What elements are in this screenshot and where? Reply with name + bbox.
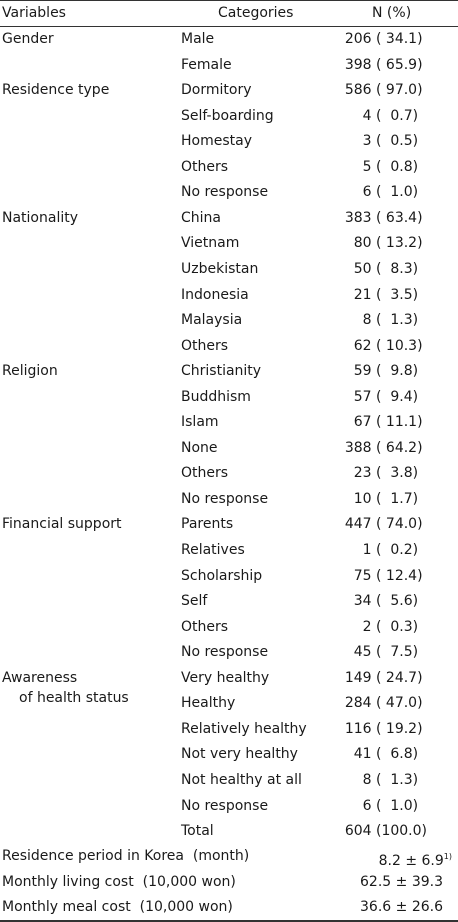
count-value: 5 bbox=[362, 158, 372, 175]
percent-value: ( 10.3) bbox=[376, 337, 423, 354]
count-value: 2 bbox=[362, 618, 372, 635]
percent-value: ( 11.1) bbox=[376, 414, 423, 431]
count-percent-cell bbox=[345, 717, 432, 743]
table-row bbox=[0, 512, 458, 538]
count-value: 67 bbox=[353, 414, 372, 431]
category-label: No response bbox=[181, 490, 269, 507]
count-percent-cell bbox=[354, 257, 432, 283]
table-row bbox=[0, 794, 458, 820]
variable-label: Nationality bbox=[2, 209, 79, 226]
count-value: 8 bbox=[362, 312, 372, 329]
category-label: Others bbox=[181, 158, 229, 175]
percent-value: ( 1.0) bbox=[376, 184, 419, 201]
table-row bbox=[0, 742, 458, 768]
count-value: 41 bbox=[353, 746, 372, 763]
category-label: Not very healthy bbox=[181, 746, 298, 763]
count-value: 6 bbox=[362, 184, 372, 201]
category-label: No response bbox=[181, 184, 269, 201]
table-row bbox=[0, 385, 458, 411]
table-row bbox=[0, 819, 458, 845]
percent-value: ( 0.5) bbox=[376, 133, 419, 150]
category-label: Healthy bbox=[181, 695, 236, 712]
percent-value: ( 0.8) bbox=[376, 158, 419, 175]
count-percent-cell bbox=[363, 538, 432, 564]
count-percent-cell bbox=[363, 104, 432, 130]
count-value: 604 bbox=[344, 823, 372, 840]
table-row bbox=[0, 129, 458, 155]
variable-label: Residence type bbox=[2, 82, 110, 99]
category-label: No response bbox=[181, 797, 269, 814]
count-value: 4 bbox=[362, 107, 372, 124]
count-value: 388 bbox=[344, 439, 372, 456]
count-percent-cell bbox=[354, 640, 432, 666]
table-row bbox=[0, 589, 458, 615]
percent-value: ( 47.0) bbox=[376, 695, 423, 712]
summary-row bbox=[0, 844, 458, 870]
count-percent-cell bbox=[354, 410, 432, 436]
summary-value-cell bbox=[360, 870, 452, 896]
count-percent-cell bbox=[354, 359, 432, 385]
summary-value: 8.2 ± 6.9 bbox=[378, 853, 444, 869]
category-label: Self bbox=[181, 593, 208, 610]
count-percent-cell bbox=[354, 385, 432, 411]
summary-value: 36.6 ± 26.6 bbox=[360, 899, 443, 916]
percent-value: ( 1.3) bbox=[376, 771, 419, 788]
count-percent-cell bbox=[363, 129, 432, 155]
table-row bbox=[0, 53, 458, 79]
count-percent-cell bbox=[354, 283, 432, 309]
count-value: 447 bbox=[344, 516, 372, 533]
summary-label: Monthly living cost (10,000 won) bbox=[2, 873, 236, 890]
table-row bbox=[0, 359, 458, 385]
percent-value: ( 63.4) bbox=[376, 209, 423, 226]
count-percent-cell bbox=[345, 666, 432, 692]
count-percent-cell bbox=[354, 231, 432, 257]
table-row bbox=[0, 461, 458, 487]
percent-value: ( 34.1) bbox=[376, 31, 423, 47]
count-value: 6 bbox=[362, 797, 372, 814]
table-row bbox=[0, 231, 458, 257]
count-percent-cell bbox=[363, 180, 432, 206]
percent-value: ( 0.7) bbox=[376, 107, 419, 124]
table-row bbox=[0, 436, 458, 462]
percent-value: ( 13.2) bbox=[376, 235, 423, 252]
category-label: Female bbox=[181, 56, 232, 73]
count-value: 75 bbox=[353, 567, 372, 584]
summary-value: 62.5 ± 39.3 bbox=[360, 873, 443, 890]
header-n-pct: N (%) bbox=[372, 5, 412, 21]
count-percent-cell bbox=[345, 691, 432, 717]
percent-value: ( 65.9) bbox=[376, 56, 423, 73]
count-value: 206 bbox=[344, 31, 372, 47]
percent-value: ( 8.3) bbox=[376, 260, 419, 277]
category-label: Relatives bbox=[181, 542, 245, 558]
header-categories: Categories bbox=[218, 5, 294, 21]
count-percent-cell bbox=[345, 436, 432, 462]
category-label: Others bbox=[181, 465, 229, 482]
footnote-marker: 1) bbox=[443, 852, 452, 861]
variable-label-line1: Awareness bbox=[2, 670, 78, 686]
category-label: Dormitory bbox=[181, 82, 252, 99]
category-label: Indonesia bbox=[181, 286, 249, 303]
table-row bbox=[0, 410, 458, 436]
count-percent-cell bbox=[354, 487, 432, 513]
count-value: 62 bbox=[353, 337, 372, 354]
percent-value: ( 7.5) bbox=[376, 644, 419, 661]
count-value: 383 bbox=[344, 209, 372, 226]
category-label: Scholarship bbox=[181, 567, 263, 584]
count-value: 10 bbox=[353, 490, 372, 507]
percent-value: ( 9.4) bbox=[376, 388, 419, 405]
percent-value: ( 5.6) bbox=[376, 593, 419, 610]
count-percent-cell bbox=[363, 794, 432, 820]
count-value: 398 bbox=[344, 56, 372, 73]
variable-label: Financial support bbox=[2, 516, 122, 533]
variable-awareness-health bbox=[2, 668, 129, 708]
category-label: Vietnam bbox=[181, 235, 240, 252]
percent-value: ( 3.5) bbox=[376, 286, 419, 303]
category-label: Not healthy at all bbox=[181, 771, 302, 788]
table-row bbox=[0, 180, 458, 206]
table-row bbox=[0, 564, 458, 590]
percent-value: ( 1.7) bbox=[376, 490, 419, 507]
count-value: 23 bbox=[353, 465, 372, 482]
category-label: Very healthy bbox=[181, 669, 270, 686]
percent-value: ( 97.0) bbox=[376, 82, 423, 99]
count-value: 1 bbox=[362, 542, 372, 558]
count-percent-cell bbox=[363, 155, 432, 181]
count-percent-cell bbox=[345, 27, 432, 53]
count-percent-cell bbox=[354, 742, 432, 768]
table-row bbox=[0, 768, 458, 794]
category-label: Uzbekistan bbox=[181, 260, 259, 277]
summary-label: Monthly meal cost (10,000 won) bbox=[2, 899, 233, 916]
table-row bbox=[0, 487, 458, 513]
category-label: Male bbox=[181, 31, 215, 47]
count-value: 21 bbox=[353, 286, 372, 303]
count-value: 8 bbox=[362, 771, 372, 788]
table-bottom-rule bbox=[0, 920, 458, 922]
category-label: No response bbox=[181, 644, 269, 661]
percent-value: ( 3.8) bbox=[376, 465, 419, 482]
percent-value: ( 6.8) bbox=[376, 746, 419, 763]
category-label: China bbox=[181, 209, 221, 226]
variable-label: Gender bbox=[2, 31, 54, 47]
variable-label: Religion bbox=[2, 363, 58, 380]
count-percent-cell bbox=[345, 512, 432, 538]
variable-label-line2: of health status bbox=[19, 690, 129, 706]
count-value: 59 bbox=[353, 363, 372, 380]
summary-row bbox=[0, 870, 458, 896]
count-percent-cell bbox=[363, 768, 432, 794]
count-percent-cell bbox=[354, 334, 432, 360]
table-row bbox=[0, 615, 458, 641]
percent-value: ( 19.2) bbox=[376, 720, 423, 737]
percent-value: ( 0.3) bbox=[376, 618, 419, 635]
summary-value-cell bbox=[360, 895, 452, 921]
count-percent-cell bbox=[345, 78, 432, 104]
count-percent-cell bbox=[345, 819, 432, 845]
count-percent-cell bbox=[363, 308, 432, 334]
percent-value: ( 74.0) bbox=[376, 516, 423, 533]
table-header bbox=[0, 1, 458, 27]
count-percent-cell bbox=[354, 589, 432, 615]
table-row bbox=[0, 308, 458, 334]
percent-value: ( 1.0) bbox=[376, 797, 419, 814]
table-row bbox=[0, 640, 458, 666]
category-label: Others bbox=[181, 618, 229, 635]
count-value: 284 bbox=[344, 695, 372, 712]
table-row bbox=[0, 27, 458, 53]
category-label: Malaysia bbox=[181, 312, 243, 329]
category-label: Self-boarding bbox=[181, 107, 274, 124]
category-label: Relatively healthy bbox=[181, 720, 307, 737]
count-percent-cell bbox=[345, 206, 432, 232]
percent-value: ( 64.2) bbox=[376, 439, 423, 456]
count-value: 34 bbox=[353, 593, 372, 610]
category-label: Islam bbox=[181, 414, 219, 431]
header-variables: Variables bbox=[2, 5, 66, 21]
percent-value: (100.0) bbox=[376, 823, 428, 840]
count-value: 57 bbox=[353, 388, 372, 405]
category-label: Others bbox=[181, 337, 229, 354]
table-row bbox=[0, 206, 458, 232]
percent-value: ( 24.7) bbox=[376, 669, 423, 686]
table-row bbox=[0, 257, 458, 283]
count-percent-cell bbox=[354, 461, 432, 487]
category-label: Christianity bbox=[181, 363, 262, 380]
count-percent-cell bbox=[363, 615, 432, 641]
table-row bbox=[0, 717, 458, 743]
category-label: Buddhism bbox=[181, 388, 251, 405]
percent-value: ( 9.8) bbox=[376, 363, 419, 380]
category-label: Parents bbox=[181, 516, 234, 533]
table-row bbox=[0, 78, 458, 104]
category-label: None bbox=[181, 439, 218, 456]
summary-label: Residence period in Korea (month) bbox=[2, 848, 250, 864]
summary-row bbox=[0, 895, 458, 921]
count-value: 116 bbox=[344, 720, 372, 737]
count-value: 3 bbox=[362, 133, 372, 150]
percent-value: ( 0.2) bbox=[376, 542, 419, 558]
count-value: 80 bbox=[353, 235, 372, 252]
table-row bbox=[0, 538, 458, 564]
percent-value: ( 12.4) bbox=[376, 567, 423, 584]
table-row bbox=[0, 283, 458, 309]
count-value: 149 bbox=[344, 669, 372, 686]
category-label: Total bbox=[181, 823, 214, 840]
count-percent-cell bbox=[345, 53, 432, 79]
count-value: 50 bbox=[353, 260, 372, 277]
percent-value: ( 1.3) bbox=[376, 312, 419, 329]
category-label: Homestay bbox=[181, 133, 252, 150]
table-row bbox=[0, 104, 458, 130]
count-value: 45 bbox=[353, 644, 372, 661]
table-row bbox=[0, 155, 458, 181]
count-value: 586 bbox=[344, 82, 372, 99]
count-percent-cell bbox=[354, 564, 432, 590]
table-row bbox=[0, 334, 458, 360]
